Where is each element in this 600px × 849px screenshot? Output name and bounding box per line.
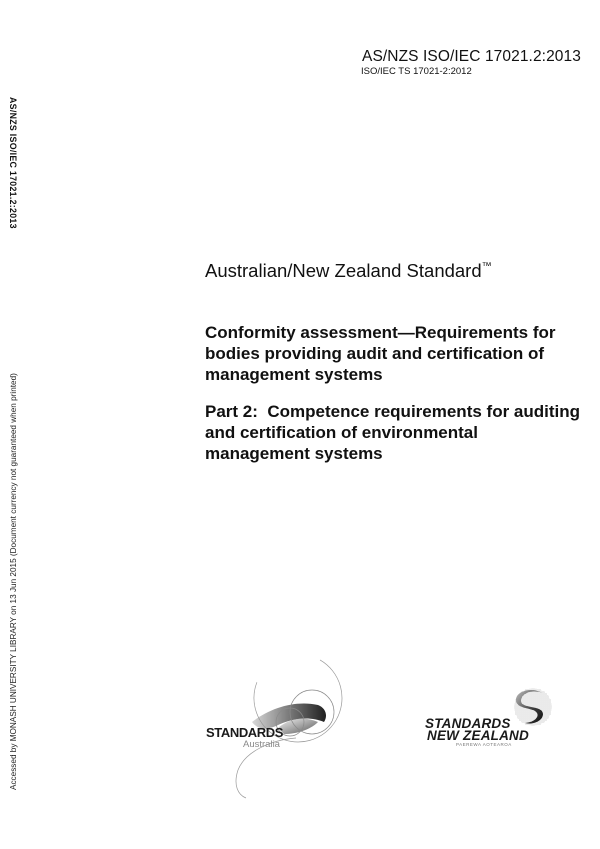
standards-new-zealand-wordmark-line2: NEW ZEALAND xyxy=(427,728,529,743)
standards-australia-logo-icon xyxy=(200,630,360,800)
standards-australia-wordmark: STANDARDS xyxy=(206,725,284,740)
document-part-title: Part 2: Competence requirements for auditing and certification of environmental management systems xyxy=(205,402,585,463)
standard-type-heading xyxy=(205,257,492,282)
standard-type-text: Australian/New Zealand Standard xyxy=(205,260,482,282)
trademark-symbol: ™ xyxy=(481,261,492,272)
standards-new-zealand-subtitle: PAEREWA AOTEAROA xyxy=(456,742,512,747)
document-title: Conformity assessment—Requirements for bodies providing audit and certification of management systems xyxy=(205,323,556,384)
standards-new-zealand-logo-icon xyxy=(513,687,553,727)
iso-designation: ISO/IEC TS 17021-2:2012 xyxy=(361,66,472,77)
standard-designation: AS/NZS ISO/IEC 17021.2:2013 xyxy=(362,48,581,65)
standards-new-zealand-wordmark-line1: STANDARDS xyxy=(425,716,511,731)
standards-australia-subtitle: Australia xyxy=(243,739,280,750)
access-notice: Accessed by MONASH UNIVERSITY LIBRARY on 13 Jun 2015 (Document currency not guaranteed when printed) xyxy=(9,373,18,790)
vertical-designation: AS/NZS ISO/IEC 17021.2:2013 xyxy=(8,97,18,229)
